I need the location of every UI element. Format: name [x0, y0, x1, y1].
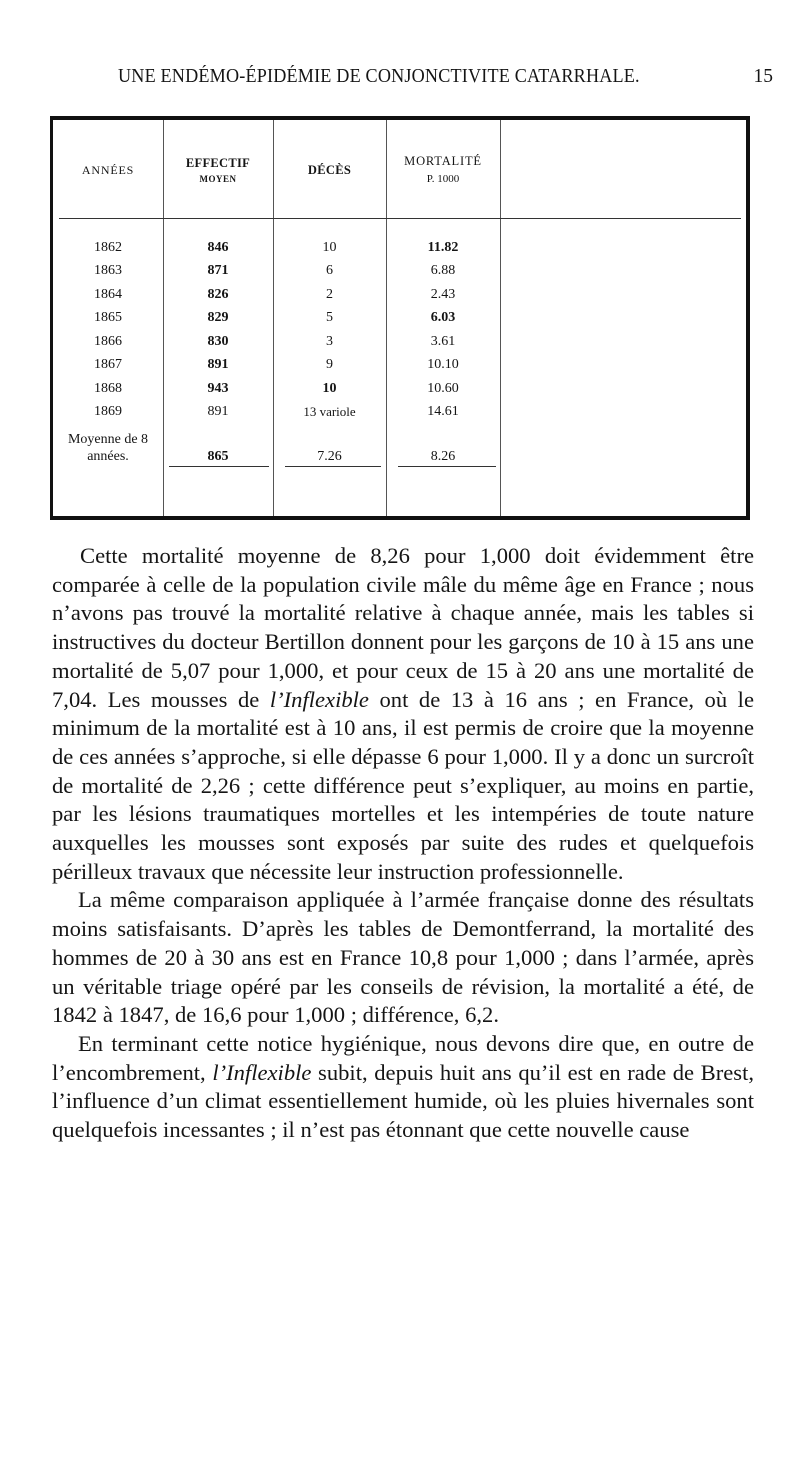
- table-row-average: [53, 424, 746, 472]
- paragraph-1: Cette mortalité moyenne de 8,26 pour 1,000 doit évidemment être comparée à celle de la population civile mâle du même âge en France ; nous n’avons pas trouvé la mortalité relative à chaque année, mais les tables si instructives du docteur Bertillon donnent pour les garçons de 10 à 15 ans une mortalité de 5,07 pour 1,000, et pour ceux de 15 à 20 ans une mortalité de 7,04. Les mousses de l’Inflexible ont de 13 à 16 ans ; en France, où le minimum de la mortalité est à 10 ans, il est permis de croire que la moyenne de ces années s’approche, si elle dépasse 6 pour 1,000. Il y a donc un surcroît de mortalité de 2,26 ; cette différence peut s’expliquer, au moins en partie, par les lésions traumatiques mortelles et les intempéries de toute nature auxquelles les mousses sont exposés par suite des rudes et quelquefois périlleux travaux que nécessite leur instruction professionnelle.: [52, 543, 754, 884]
- page-number: 15: [753, 66, 773, 87]
- col-header-annees: ANNÉES: [81, 162, 135, 177]
- cell-annee: 1864: [94, 286, 122, 302]
- paragraph-3: En terminant cette notice hygiénique, nous devons dire que, en outre de l’encombrement, l’Inflexible subit, depuis huit ans qu’il est en rade de Brest, l’influence d’un climat essentiellement humide, où les pluies hivernales sont quelquefois incessantes ; il n’est pas étonnant que cette nouvelle cause: [52, 1030, 754, 1143]
- cell-effectif: 891: [207, 404, 229, 420]
- cell-annee: 1865: [94, 310, 122, 326]
- cell-mortalite: 3.61: [430, 333, 456, 349]
- cell-effectif: 871: [207, 263, 229, 279]
- cell-annee: 1869: [94, 404, 122, 420]
- cell-deces: 9: [326, 357, 333, 373]
- cell-deces: 6: [326, 263, 333, 279]
- cell-deces: 5: [326, 310, 333, 326]
- running-header: [118, 66, 773, 106]
- cell-deces: 10: [322, 380, 337, 396]
- cell-deces: 13 variole: [303, 404, 356, 420]
- cell-annee: 1868: [94, 380, 122, 396]
- cell-effectif: 829: [207, 310, 229, 326]
- cell-annee: 1867: [94, 357, 122, 373]
- cell-mortalite: 14.61: [427, 404, 459, 420]
- cell-mortalite: 10.60: [427, 380, 459, 396]
- cell-mortalite: 2.43: [430, 286, 456, 302]
- cell-annee: 1862: [94, 239, 122, 255]
- table-row: [53, 354, 746, 378]
- cell-effectif: 830: [207, 333, 229, 349]
- table-row: [53, 283, 746, 307]
- mortality-table: [53, 120, 746, 472]
- body-text: [52, 542, 754, 1145]
- cell-annee: 1866: [94, 333, 122, 349]
- table-row: [53, 307, 746, 331]
- cell-mortalite: 6.88: [430, 263, 456, 279]
- cell-mortalite: 6.03: [430, 310, 456, 326]
- mortality-table-frame: [50, 116, 750, 520]
- col-header-empty: [500, 120, 746, 220]
- table-row: [53, 236, 746, 260]
- cell-effectif: 846: [207, 239, 229, 255]
- cell-annee: 1863: [94, 263, 122, 279]
- cell-deces: 2: [326, 286, 333, 302]
- cell-deces: 3: [326, 333, 333, 349]
- table-row: [53, 260, 746, 284]
- cell-average-mortalite: 8.26: [430, 449, 456, 464]
- cell-effectif: 826: [207, 286, 229, 302]
- cell-average-deces: 7.26: [317, 449, 342, 464]
- cell-mortalite: 11.82: [427, 239, 459, 255]
- header-title: UNE ENDÉMO-ÉPIDÉMIE DE CONJONCTIVITE CATARRHALE.: [118, 66, 640, 87]
- col-header-effectif: EFFECTIF MOYEN: [185, 155, 251, 184]
- col-header-mortalite: MORTALITÉ P. 1000: [404, 154, 482, 186]
- table-row: [53, 330, 746, 354]
- cell-mortalite: 10.10: [427, 357, 459, 373]
- cell-average-effectif: 865: [207, 449, 229, 464]
- cell-effectif: 943: [207, 380, 229, 396]
- cell-deces: 10: [322, 239, 337, 255]
- col-header-deces: DÉCÈS: [307, 162, 352, 177]
- cell-average-label: Moyenne de 8 années.: [67, 432, 149, 464]
- paragraph-2: La même comparaison appliquée à l’armée française donne des résultats moins satisfaisants. D’après les tables de Demontferrand, la mortalité des hommes de 20 à 30 ans est en France 10,8 pour 1,000 ; dans l’armée, après un véritable triage opéré par les conseils de révision, la mortalité a été, de 1842 à 1847, de 16,6 pour 1,000 ; différence, 6,2.: [52, 887, 754, 1028]
- cell-effectif: 891: [207, 357, 229, 373]
- table-row: [53, 401, 746, 425]
- table-row: [53, 377, 746, 401]
